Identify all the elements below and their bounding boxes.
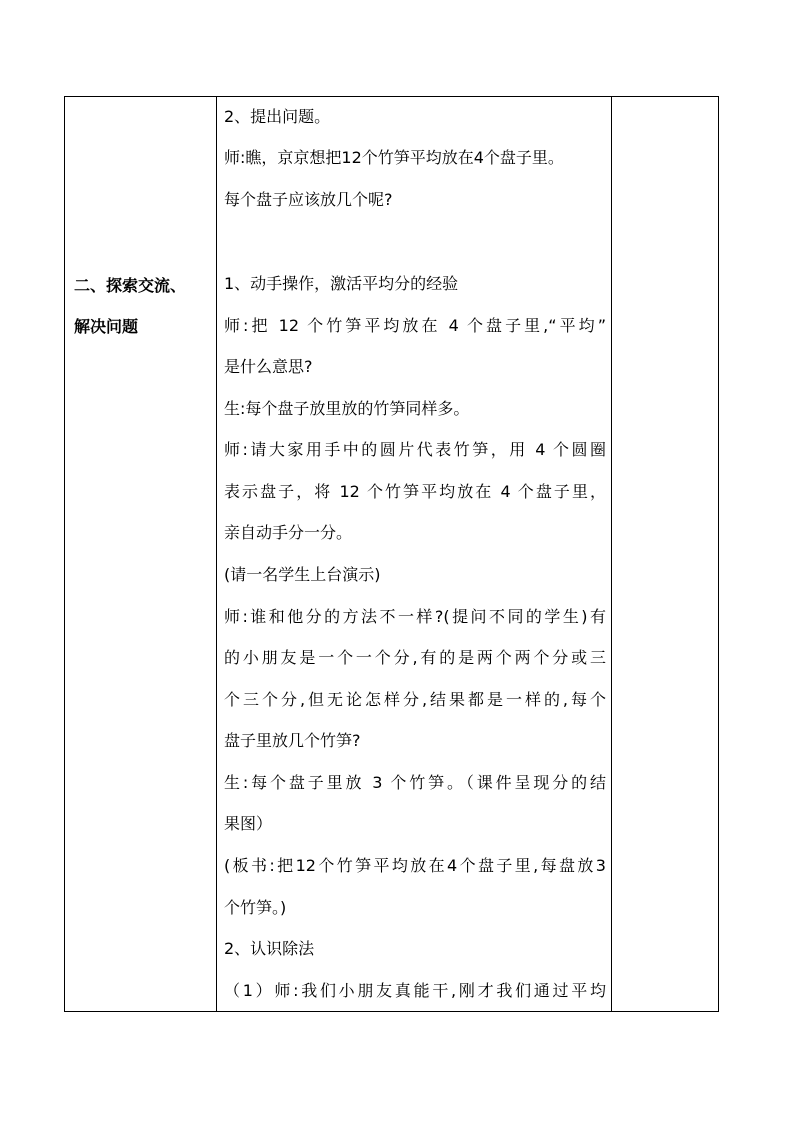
lesson-table xyxy=(64,96,719,1012)
content-line: 亲自动手分一分。 xyxy=(224,523,353,542)
content-line: 个竹笋。) xyxy=(224,898,287,917)
content-line: 师:请大家用手中的圆片代表竹笋，用 4 个圆圈 xyxy=(224,440,606,459)
content-line: 个三个分,但无论怎样分,结果都是一样的,每个 xyxy=(224,690,606,709)
content-line: 1、动手操作，激活平均分的经验 xyxy=(224,274,459,293)
content-line: 师:把 12 个竹笋平均放在 4 个盘子里,“平均” xyxy=(224,316,606,335)
content-line: (板书:把12个竹笋平均放在4个盘子里,每盘放3 xyxy=(224,856,606,875)
content-line: 生:每个盘子里放 3 个竹笋。（课件呈现分的结 xyxy=(224,773,606,792)
content-line: 2、提出问题。 xyxy=(224,107,331,126)
content-line: 表示盘子，将 12 个竹笋平均放在 4 个盘子里， xyxy=(224,482,606,501)
content-line: 果图） xyxy=(224,814,273,833)
stage-label xyxy=(74,265,214,347)
content-line: 是什么意思? xyxy=(224,357,313,376)
content-line: 师:瞧，京京想把12个竹笋平均放在4个盘子里。 xyxy=(224,148,564,167)
content-line: 2、认识除法 xyxy=(224,939,315,958)
column-divider xyxy=(611,97,612,1011)
content-line: （1）师:我们小朋友真能干,刚才我们通过平均 xyxy=(224,981,606,1000)
column-divider xyxy=(216,97,217,1011)
content-line: 的小朋友是一个一个分,有的是两个两个分或三 xyxy=(224,648,606,667)
stage-label-line-1: 二、探索交流、 xyxy=(74,276,187,295)
notes-column xyxy=(613,97,718,1011)
content-line: 生:每个盘子放里放的竹笋同样多。 xyxy=(224,399,470,418)
stage-label-line-2: 解决问题 xyxy=(74,317,139,336)
content-line: 师:谁和他分的方法不一样?(提问不同的学生)有 xyxy=(224,607,606,626)
content-line: 每个盘子应该放几个呢? xyxy=(224,190,393,209)
content-line: 盘子里放几个竹笋? xyxy=(224,731,361,750)
content-line: (请一名学生上台演示) xyxy=(224,565,381,584)
